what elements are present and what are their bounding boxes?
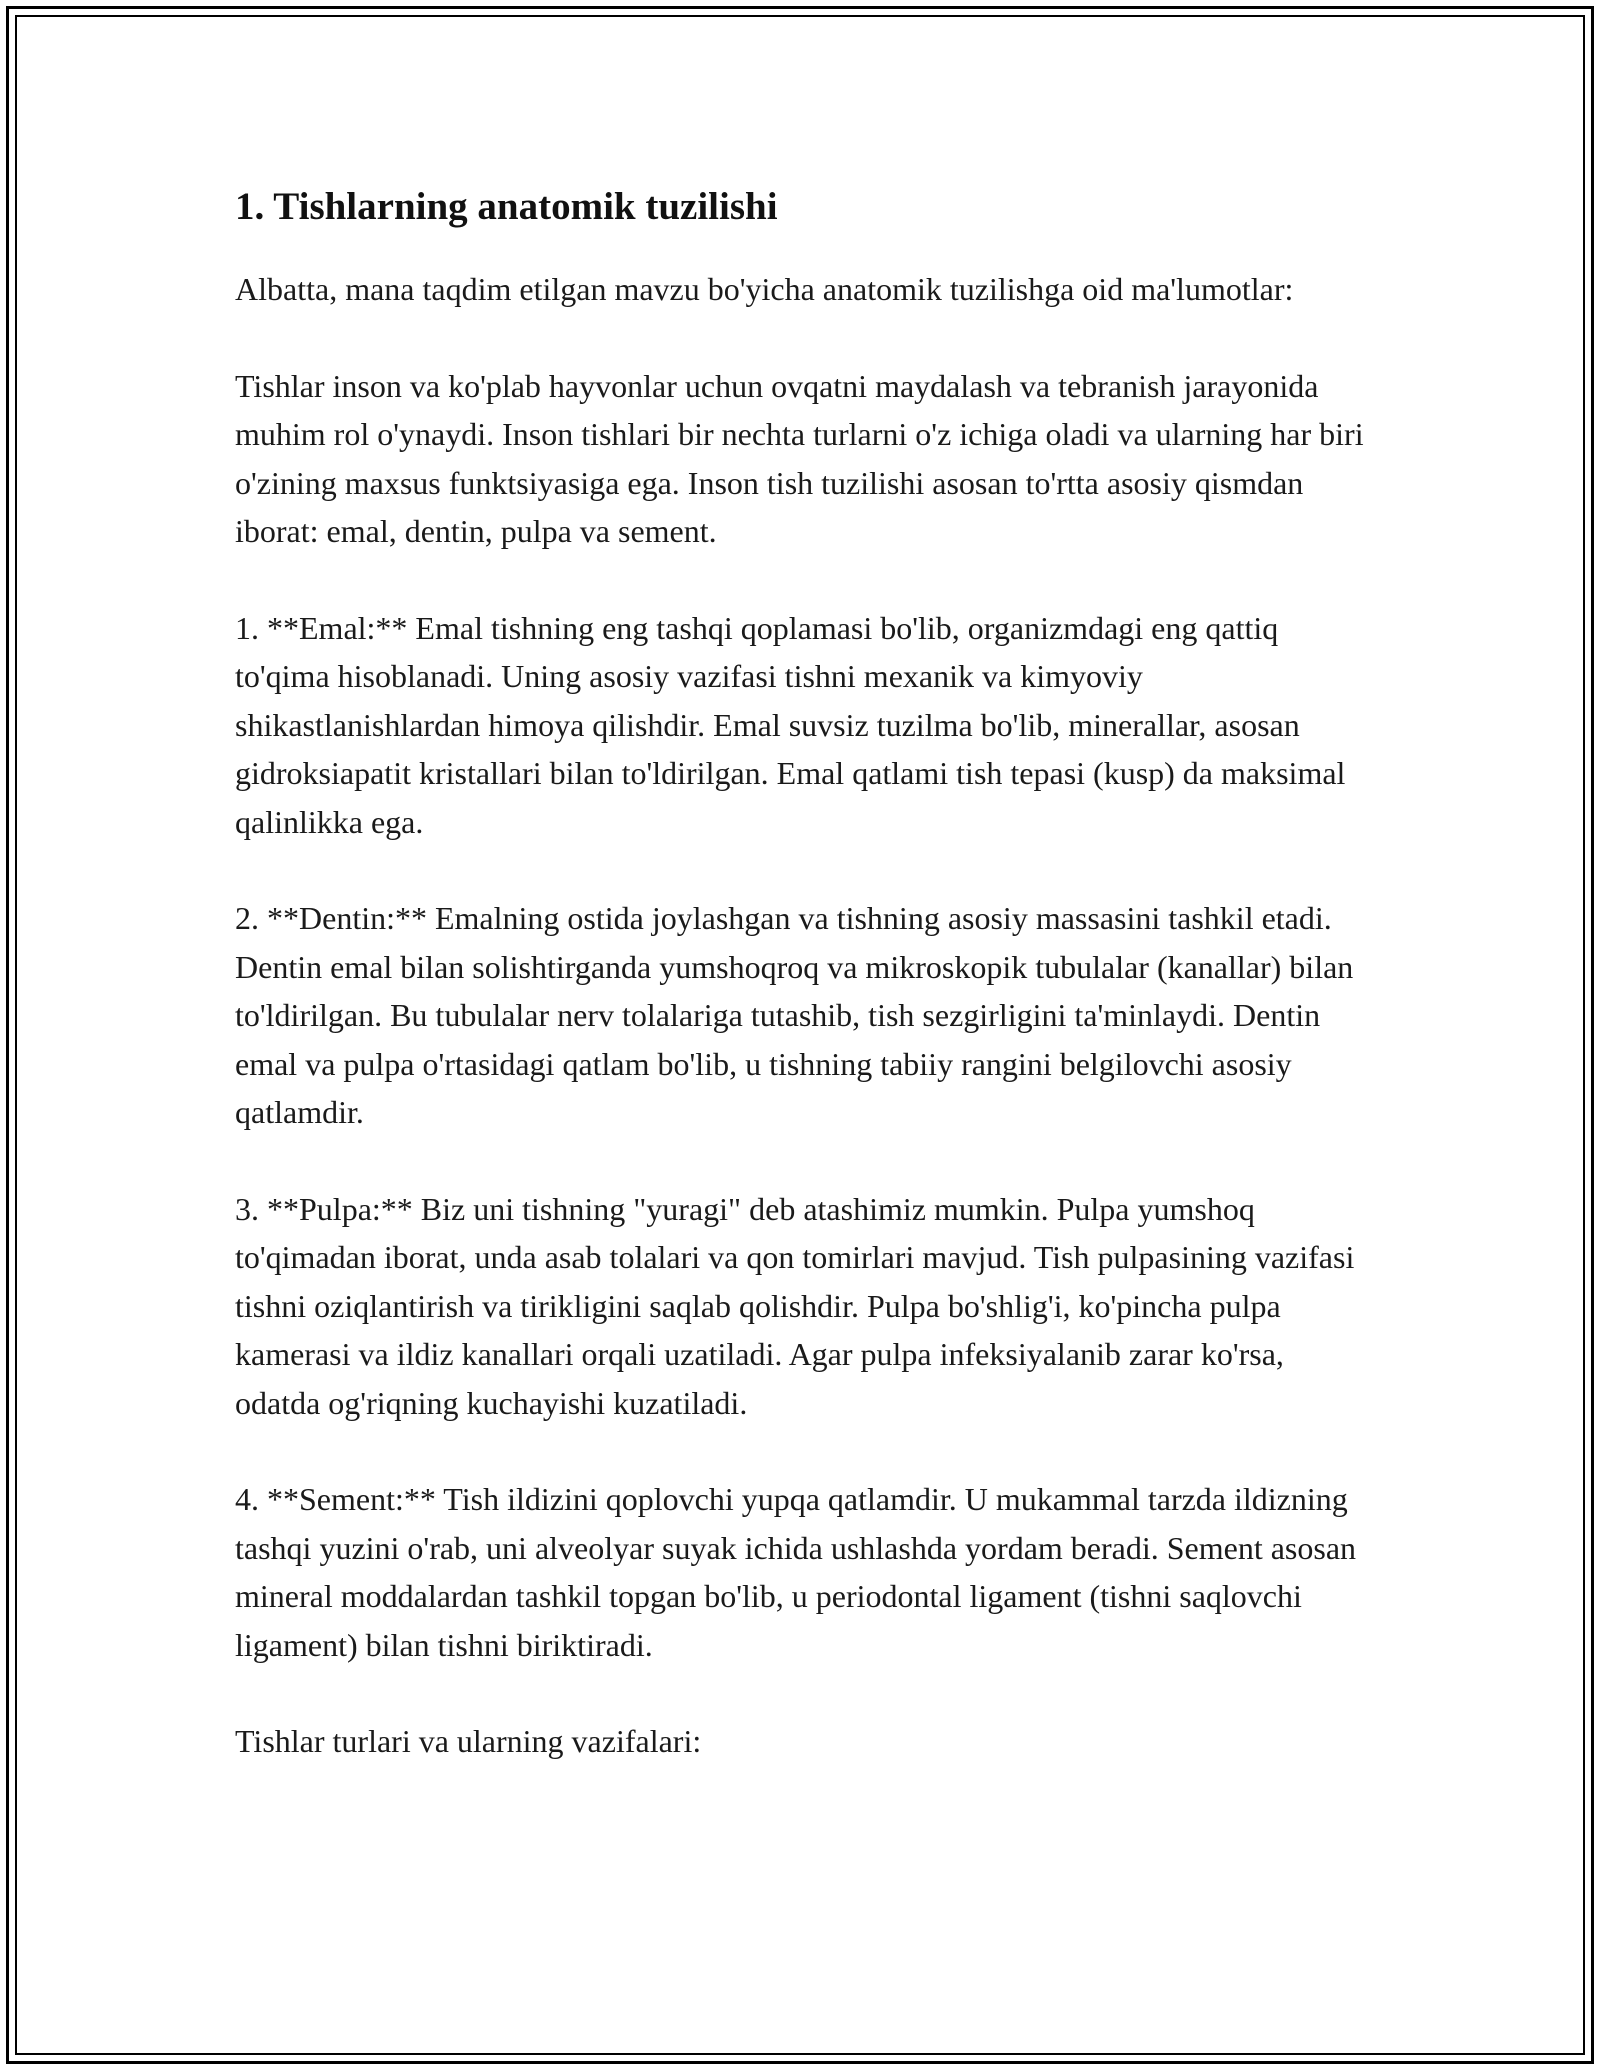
enamel-paragraph: 1. **Emal:** Emal tishning eng tashqi qoplamasi bo'lib, organizmdagi eng qattiq to'qima hisoblanadi. Uning asosiy vazifasi tishni mexanik va kimyoviy shikastlanishlardan himoya qilishdir. Emal suvsiz tuzilma bo'lib, minerallar, asosan gidroksiapatit kristallari bilan to'ldirilgan. Emal qatlami tish tepasi (kusp) da maksimal qalinlikka ega.: [235, 609, 1346, 840]
pulp-paragraph: 3. **Pulpa:** Biz uni tishning "yuragi" deb atashimiz mumkin. Pulpa yumshoq to'qimadan iborat, unda asab tolalari va qon tomirlari mavjud. Tish pulpasining vazifasi tishni oziqlantirish va tirikligini saqlab qolishdir. Pulpa bo'shlig'i, ko'pincha pulpa kamerasi va ildiz kanallari orqali uzatiladi. Agar pulpa infeksiyalanib zarar ko'rsa, odatda og'riqning kuchayishi kuzatiladi.: [235, 1190, 1355, 1421]
dentin-paragraph: 2. **Dentin:** Emalning ostida joylashgan va tishning asosiy massasini tashkil etadi. Dentin emal bilan solishtirganda yumshoqroq va mikroskopik tubulalar (kanallar) bilan to'ldirilgan. Bu tubulalar nerv tolalariga tutashib, tish sezgirligini ta'minlaydi. Dentin emal va pulpa o'rtasidagi qatlam bo'lib, u tishning tabiiy rangini belgilovchi asosiy qatlamdir.: [235, 900, 1354, 1130]
section-heading: 1. Tishlarning anatomik tuzilishi: [235, 185, 778, 228]
overview-paragraph: Tishlar inson va ko'plab hayvonlar uchun ovqatni maydalash va tebranish jarayonida muhim rol o'ynaydi. Inson tishlari bir nechta turlarni o'z ichiga oladi va ularning har biri o'zining maxsus funktsiyasiga ega. Inson tish tuzilishi asosan to'rtta asosiy qismdan iborat: emal, dentin, pulpa va sement.: [235, 367, 1364, 549]
tooth-types-paragraph: Tishlar turlari va ularning vazifalari:: [235, 1723, 702, 1759]
document-body: [235, 183, 1375, 1814]
intro-paragraph: Albatta, mana taqdim etilgan mavzu bo'yicha anatomik tuzilishga oid ma'lumotlar:: [235, 271, 1294, 307]
cement-paragraph: 4. **Sement:** Tish ildizini qoplovchi yupqa qatlamdir. U mukammal tarzda ildizning tashqi yuzini o'rab, uni alveolyar suyak ichida ushlashda yordam beradi. Sement asosan mineral moddalardan tashkil topgan bo'lib, u periodontal ligament (tishni saqlovchi ligament) bilan tishni biriktiradi.: [235, 1481, 1357, 1663]
